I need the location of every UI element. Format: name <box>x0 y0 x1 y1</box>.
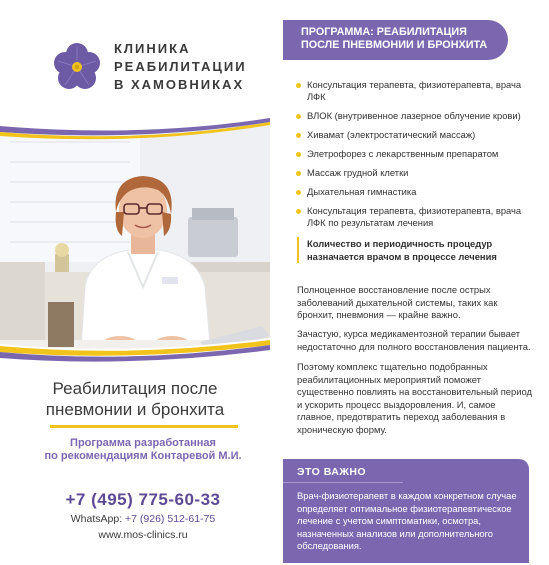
logo-line-1: КЛИНИКА <box>114 41 191 56</box>
list-item: Элетрофорез с лекарственным препаратом <box>296 148 536 160</box>
credit-line-1: Программа разработанная <box>70 437 216 449</box>
list-item: Консультация терапевта, физиотерапевта, врача ЛФК <box>296 79 536 103</box>
important-box <box>283 459 529 563</box>
list-item: Хивамат (электростатический массаж) <box>296 129 536 141</box>
title-divider <box>50 425 238 428</box>
note-line-2: назначается врачом в процессе лечения <box>307 251 497 262</box>
paragraph-1: Полноценное восстановление после острых заболеваний дыхательной системы, таких как бронхит, пневмония — крайне важно. <box>297 284 498 320</box>
note-line-1: Количество и периодичность процедур <box>307 238 493 249</box>
whatsapp-contact[interactable] <box>0 513 286 525</box>
phone-number[interactable]: +7 (495) 775-60-33 <box>65 490 221 509</box>
whatsapp-number[interactable]: +7 (926) 512-61-75 <box>125 513 216 525</box>
credit-line-2: по рекомендациям Контаревой М.И. <box>44 450 242 462</box>
program-header <box>283 20 508 60</box>
important-text: Врач-физиотерапевт в каждом конкретном случае определяет оптимальное физиотерапевтическое лечение с учетом симптоматики, осмотра, назначенных анализов или дополнительного обследования. <box>297 490 517 551</box>
doctor-photo <box>0 112 270 367</box>
list-item: Консультация терапевта, физиотерапевта, врача ЛФК по результатам лечения <box>296 205 536 229</box>
list-item: ВЛОК (внутривенное лазерное облучение крови) <box>296 110 536 122</box>
logo-line-3: В ХАМОВНИКАХ <box>114 77 245 92</box>
logo-text <box>114 40 247 94</box>
important-divider <box>283 482 403 483</box>
left-column <box>0 0 270 565</box>
title-line-2: пневмонии и бронхита <box>45 400 225 419</box>
important-title: ЭТО ВАЖНО <box>297 466 367 478</box>
clinic-logo[interactable] <box>52 40 247 94</box>
paragraph-2: Зачастую, курса медикаментозной терапии бывает недостаточно для полного восстановления пациента. <box>297 328 531 352</box>
procedure-note <box>297 237 537 263</box>
list-item: Дыхательная гимнастика <box>296 186 536 198</box>
flower-logo-icon <box>52 42 102 92</box>
list-item: Массаж грудной клетки <box>296 167 536 179</box>
program-credit <box>0 437 286 463</box>
program-header-line-1: ПРОГРАММА: РЕАБИЛИТАЦИЯ <box>301 26 467 38</box>
doctor-photo-illustration <box>0 112 270 367</box>
whatsapp-label: WhatsApp: <box>70 513 123 525</box>
website-link[interactable]: www.mos-clinics.ru <box>98 529 188 541</box>
program-header-line-2: ПОСЛЕ ПНЕВМОНИИ И БРОНХИТА <box>301 39 488 51</box>
paragraph-3: Поэтому комплекс тщательно подобранных реабилитационных мероприятий поможет существенно повлиять на восстановительный период и ускорить процесс выздоровления. И, самое главное, предотвратить переход заболевания в хроническую форму. <box>297 361 532 435</box>
title-line-1: Реабилитация после <box>52 379 218 398</box>
page-title <box>0 378 270 420</box>
procedure-list <box>296 79 536 236</box>
logo-line-2: РЕАБИЛИТАЦИИ <box>114 59 247 74</box>
